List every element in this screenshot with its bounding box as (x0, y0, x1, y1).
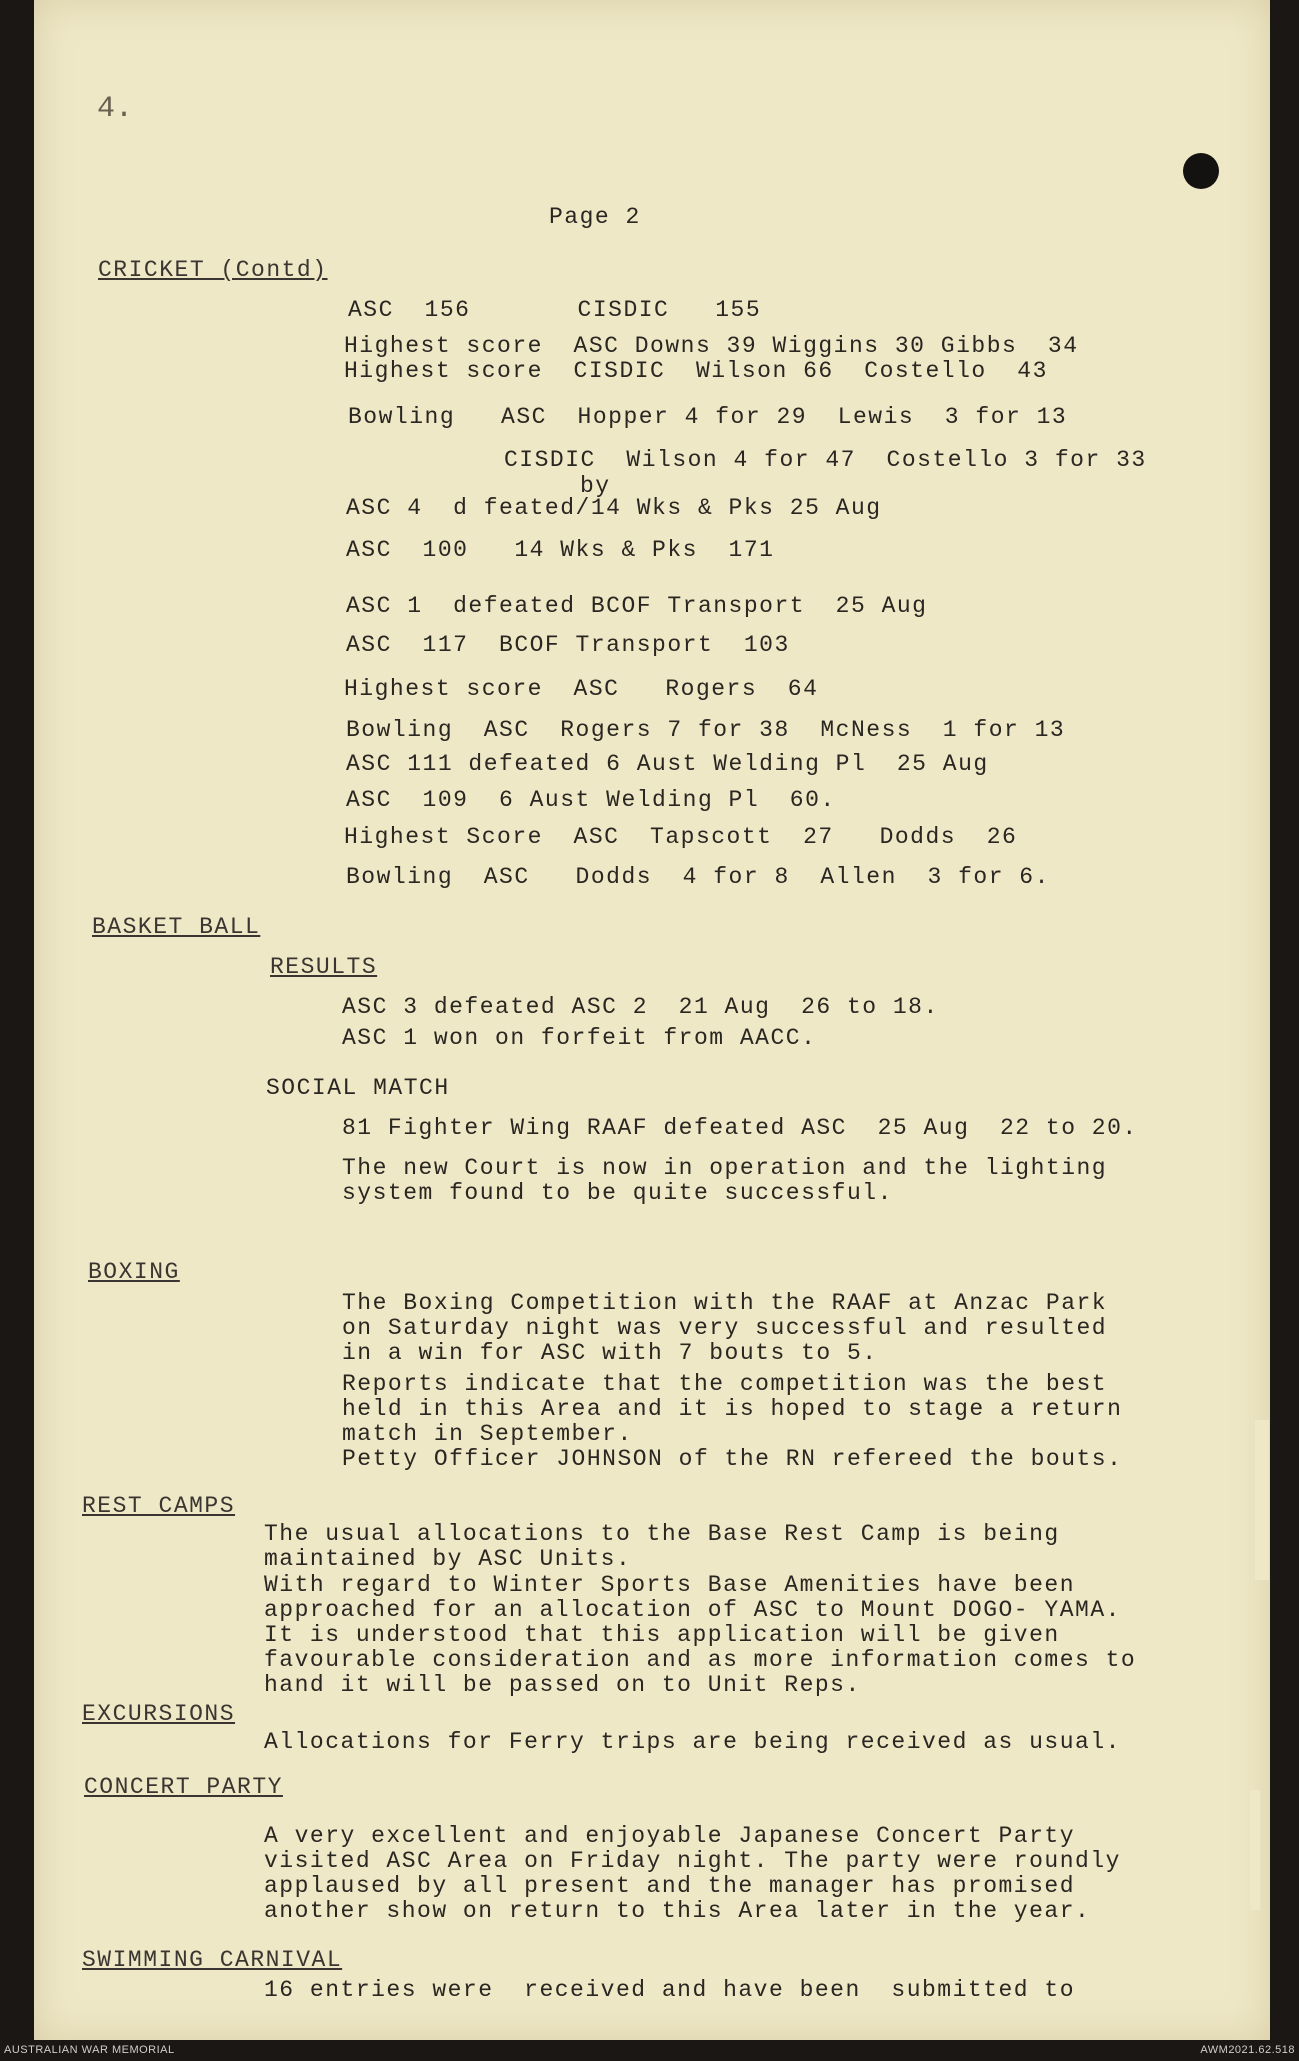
basketball-result: ASC 3 defeated ASC 2 21 Aug 26 to 18. (342, 994, 939, 1020)
boxing-line: Reports indicate that the competition was the best (342, 1371, 1108, 1397)
page-number: Page 2 (549, 204, 641, 230)
rest-camps-line: maintained by ASC Units. (264, 1546, 632, 1572)
cricket-line: ASC 100 14 Wks & Pks 171 (346, 537, 775, 563)
cricket-line: Highest score ASC Rogers 64 (344, 676, 819, 702)
social-match-line: system found to be quite successful. (342, 1180, 893, 1206)
boxing-line: on Saturday night was very successful and resulted (342, 1315, 1108, 1341)
concert-party-heading: CONCERT PARTY (84, 1774, 283, 1800)
boxing-heading: BOXING (88, 1259, 180, 1285)
cricket-line: Highest score CISDIC Wilson 66 Costello 43 (344, 358, 1048, 384)
cricket-heading: CRICKET (Contd) (98, 257, 328, 283)
boxing-line: in a win for ASC with 7 bouts to 5. (342, 1340, 878, 1366)
swimming-carnival-heading: SWIMMING CARNIVAL (82, 1947, 343, 1973)
concert-party-line: another show on return to this Area later in the year. (264, 1898, 1091, 1924)
cricket-line: ASC 4 d feated/14 Wks & Pks 25 Aug (346, 495, 882, 521)
rest-camps-line: hand it will be passed on to Unit Reps. (264, 1672, 861, 1698)
cricket-line: ASC 109 6 Aust Welding Pl 60. (346, 787, 836, 813)
concert-party-line: visited ASC Area on Friday night. The party were roundly (264, 1848, 1121, 1874)
cricket-line: ASC 111 defeated 6 Aust Welding Pl 25 Aug (346, 751, 989, 777)
concert-party-line: applaused by all present and the manager has promised (264, 1873, 1076, 1899)
concert-party-line: A very excellent and enjoyable Japanese Concert Party (264, 1823, 1076, 1849)
boxing-line: The Boxing Competition with the RAAF at Anzac Park (342, 1290, 1108, 1316)
results-subheading: RESULTS (270, 954, 378, 980)
excursions-line: Allocations for Ferry trips are being received as usual. (264, 1729, 1121, 1755)
paper-edge-tab (1250, 1790, 1260, 1910)
cricket-line: Bowling ASC Rogers 7 for 38 McNess 1 for 13 (346, 717, 1066, 743)
cricket-line: ASC 1 defeated BCOF Transport 25 Aug (346, 593, 928, 619)
social-match-line: 81 Fighter Wing RAAF defeated ASC 25 Aug 22 to 20. (342, 1115, 1138, 1141)
rest-camps-line: It is understood that this application will be given (264, 1622, 1060, 1648)
footer-accession-number: AWM2021.62.518 (1200, 2044, 1295, 2056)
rest-camps-line: The usual allocations to the Base Rest Camp is being (264, 1521, 1060, 1547)
cricket-line: Bowling ASC Dodds 4 for 8 Allen 3 for 6. (346, 864, 1050, 890)
corner-pencil-mark: 4. (97, 92, 134, 126)
social-match-subheading: SOCIAL MATCH (266, 1075, 450, 1101)
rest-camps-line: approached for an allocation of ASC to Mount DOGO- YAMA. (264, 1597, 1121, 1623)
boxing-line: match in September. (342, 1421, 633, 1447)
cricket-line: Highest Score ASC Tapscott 27 Dodds 26 (344, 824, 1018, 850)
basketball-result: ASC 1 won on forfeit from AACC. (342, 1025, 817, 1051)
cricket-line: Highest score ASC Downs 39 Wiggins 30 Gibbs 34 (344, 333, 1079, 359)
swimming-carnival-line: 16 entries were received and have been submitted to (264, 1977, 1076, 2003)
cricket-line: ASC 156 CISDIC 155 (348, 297, 762, 323)
rest-camps-line: With regard to Winter Sports Base Amenities have been (264, 1572, 1076, 1598)
boxing-line: Petty Officer JOHNSON of the RN refereed the bouts. (342, 1446, 1123, 1472)
boxing-line: held in this Area and it is hoped to stage a return (342, 1396, 1123, 1422)
cricket-line: CISDIC Wilson 4 for 47 Costello 3 for 33 (504, 447, 1147, 473)
rest-camps-line: favourable consideration and as more information comes to (264, 1647, 1137, 1673)
social-match-line: The new Court is now in operation and the lighting (342, 1155, 1108, 1181)
cricket-line: ASC 117 BCOF Transport 103 (346, 632, 790, 658)
excursions-heading: EXCURSIONS (82, 1701, 236, 1727)
cricket-line: by (580, 473, 611, 499)
rest-camps-heading: REST CAMPS (82, 1493, 236, 1519)
footer-source: AUSTRALIAN WAR MEMORIAL (4, 2044, 175, 2056)
paper-edge-tab (1255, 1420, 1269, 1580)
basketball-heading: BASKET BALL (92, 914, 261, 940)
punch-hole (1183, 153, 1219, 189)
cricket-line: Bowling ASC Hopper 4 for 29 Lewis 3 for 13 (348, 404, 1068, 430)
